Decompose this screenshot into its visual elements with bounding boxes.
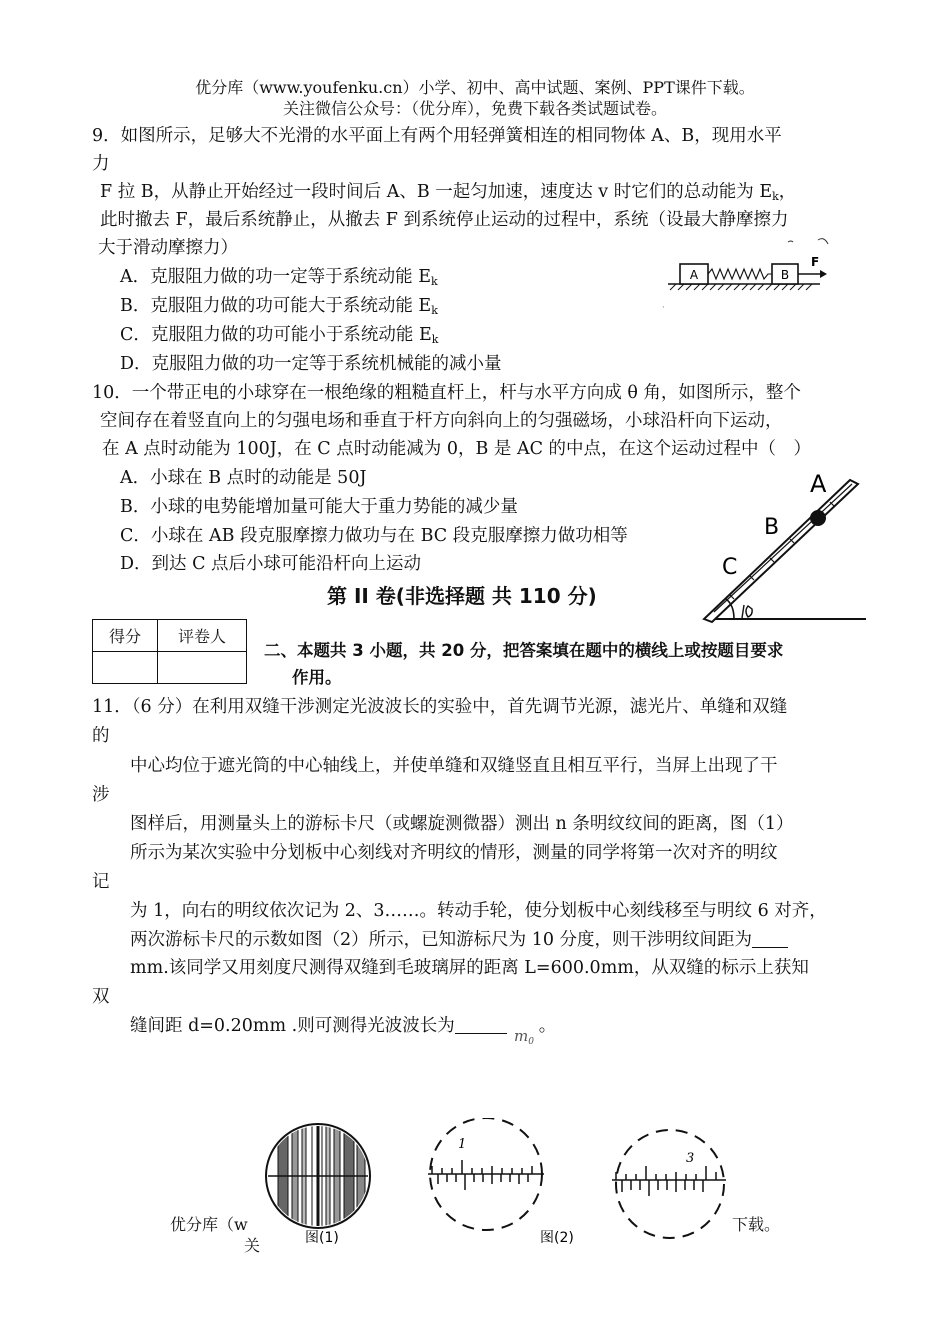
q9-line-4: 此时撤去 F，最后系统静止，从撤去 F 到系统停止运动的过程中，系统（设最大静摩擦力 <box>100 210 789 230</box>
q10-rod-figure <box>690 462 870 632</box>
wavelength-answer-blank[interactable] <box>455 1015 507 1034</box>
point-a-label: A <box>810 470 827 498</box>
q9-spring-figure <box>660 236 830 316</box>
q10-option-a: A．小球在 B 点时的动能是 50J <box>120 468 367 488</box>
q9-line-3: F 拉 B，从静止开始经过一段时间后 A、B 一起匀加速，速度达 v 时它们的总动能为 $E_k$， <box>100 182 797 203</box>
q9-option-a: A．克服阻力做的功一定等于系统动能 $E_k$ <box>120 267 438 288</box>
q10-line-1: 10．一个带正电的小球穿在一根绝缘的粗糙直杆上，杆与水平方向成 θ 角，如图所示，整个 <box>92 383 801 403</box>
stray-m0-symbol: $m_0$ <box>514 1027 534 1047</box>
score-cell[interactable] <box>93 652 158 684</box>
q11-line-7: 记 <box>92 872 110 892</box>
block-b-label: B <box>780 268 790 282</box>
footer-left-text: 优分库（w <box>170 1215 248 1234</box>
section-2-title: 第 II 卷(非选择题 共 110 分) <box>327 584 597 608</box>
block-a-label: A <box>689 268 699 282</box>
charged-ball <box>810 510 826 526</box>
section-2-note-line-1: 二、本题共 3 小题，共 20 分，把答案填在题中的横线上或按题目要求 <box>264 641 784 660</box>
vernier-1-number: 1 <box>458 1137 467 1152</box>
footer-right-text: 下载。 <box>732 1215 781 1234</box>
header-line-2: 关注微信公众号：（优分库），免费下载各类试题试卷。 <box>282 99 667 118</box>
q9-line-2: 力 <box>92 154 110 174</box>
point-b-label: B <box>764 515 780 540</box>
theta-icon <box>746 606 752 617</box>
grader-header: 评卷人 <box>158 620 247 652</box>
q9-line-5: 大于滑动摩擦力） <box>98 238 238 258</box>
q11-line-8: 为 1，向右的明纹依次记为 2、3……。转动手轮，使分划板中心刻线移至与明纹 6 对齐， <box>130 901 827 921</box>
q9-option-b: B．克服阻力做的功可能大于系统动能 $E_k$ <box>120 296 438 317</box>
grader-cell[interactable] <box>158 652 247 684</box>
q10-option-c: C．小球在 AB 段克服摩擦力做功与在 BC 段克服摩擦力做功相等 <box>120 526 628 546</box>
figure-2-caption: 图(2) <box>540 1230 574 1246</box>
vernier-reading-1 <box>428 1118 574 1246</box>
q11-line-2: 的 <box>92 726 110 746</box>
q11-line-12: 缝间距 d=0.20mm .则可测得光波波长为 。 <box>130 1016 557 1036</box>
q10-line-3: 在 A 点时动能为 100J，在 C 点时动能减为 0，B 是 AC 的中点，在这个运动过程中（ ） <box>102 439 812 459</box>
q10-line-2: 空间存在着竖直向上的匀强电场和垂直于杆方向斜向上的匀强磁场，小球沿杆向下运动， <box>100 411 783 431</box>
q11-line-10: mm.该同学又用刻度尺测得双缝到毛玻璃屏的距离 L=600.0mm，从双缝的标示上获知 <box>130 958 809 978</box>
q11-line-5: 图样后，用测量头上的游标卡尺（或螺旋测微器）测出 n 条明纹纹间的距离，图（1） <box>130 814 794 834</box>
q11-line-3: 中心均位于遮光筒的中心轴线上，并使单缝和双缝竖直且相互平行，当屏上出现了干 <box>130 756 778 776</box>
q9-line-1: 9．如图所示，足够大不光滑的水平面上有两个用轻弹簧相连的相同物体 A、B，现用水平 <box>92 126 782 146</box>
q11-line-11: 双 <box>92 987 110 1007</box>
q9-option-c: C．克服阻力做的功可能小于系统动能 $E_k$ <box>120 325 439 346</box>
q11-line-9: 两次游标卡尺的示数如图（2）所示，已知游标尺为 10 分度，则干涉明纹间距为 <box>130 929 788 951</box>
q9-option-d: D．克服阻力做的功一定等于系统机械能的减小量 <box>120 354 502 374</box>
q11-line-4: 涉 <box>92 785 110 805</box>
footer-line-2-fragment: 关 <box>244 1236 261 1255</box>
spring <box>708 269 776 279</box>
interference-figures <box>260 1118 730 1250</box>
force-label: F <box>811 255 820 269</box>
spacing-answer-blank[interactable] <box>752 929 788 948</box>
fringe-pattern-figure <box>266 1124 370 1246</box>
header-line-1: 优分库（www.youfenku.cn）小学、初中、高中试题、案例、PPT课件下载。 <box>195 78 755 97</box>
q10-option-d: D．到达 C 点后小球可能沿杆向上运动 <box>120 554 422 574</box>
figure-1-caption: 图(1) <box>305 1230 339 1246</box>
vernier-reading-2 <box>612 1130 726 1238</box>
q11-line-1: 11．（6 分）在利用双缝干涉测定光波波长的实验中，首先调节光源，滤光片、单缝和双缝 <box>92 697 788 717</box>
point-c-label: C <box>722 555 738 580</box>
score-table <box>92 619 247 684</box>
vernier-2-number: 3 <box>686 1151 695 1166</box>
q10-option-b: B．小球的电势能增加量可能大于重力势能的减少量 <box>120 497 518 517</box>
q11-line-6: 所示为某次实验中分划板中心刻线对齐明纹的情形，测量的同学将第一次对齐的明纹 <box>130 843 778 863</box>
svg-text:·: · <box>662 303 665 313</box>
section-2-note-line-2: 作用。 <box>292 668 342 687</box>
score-header: 得分 <box>93 620 158 652</box>
